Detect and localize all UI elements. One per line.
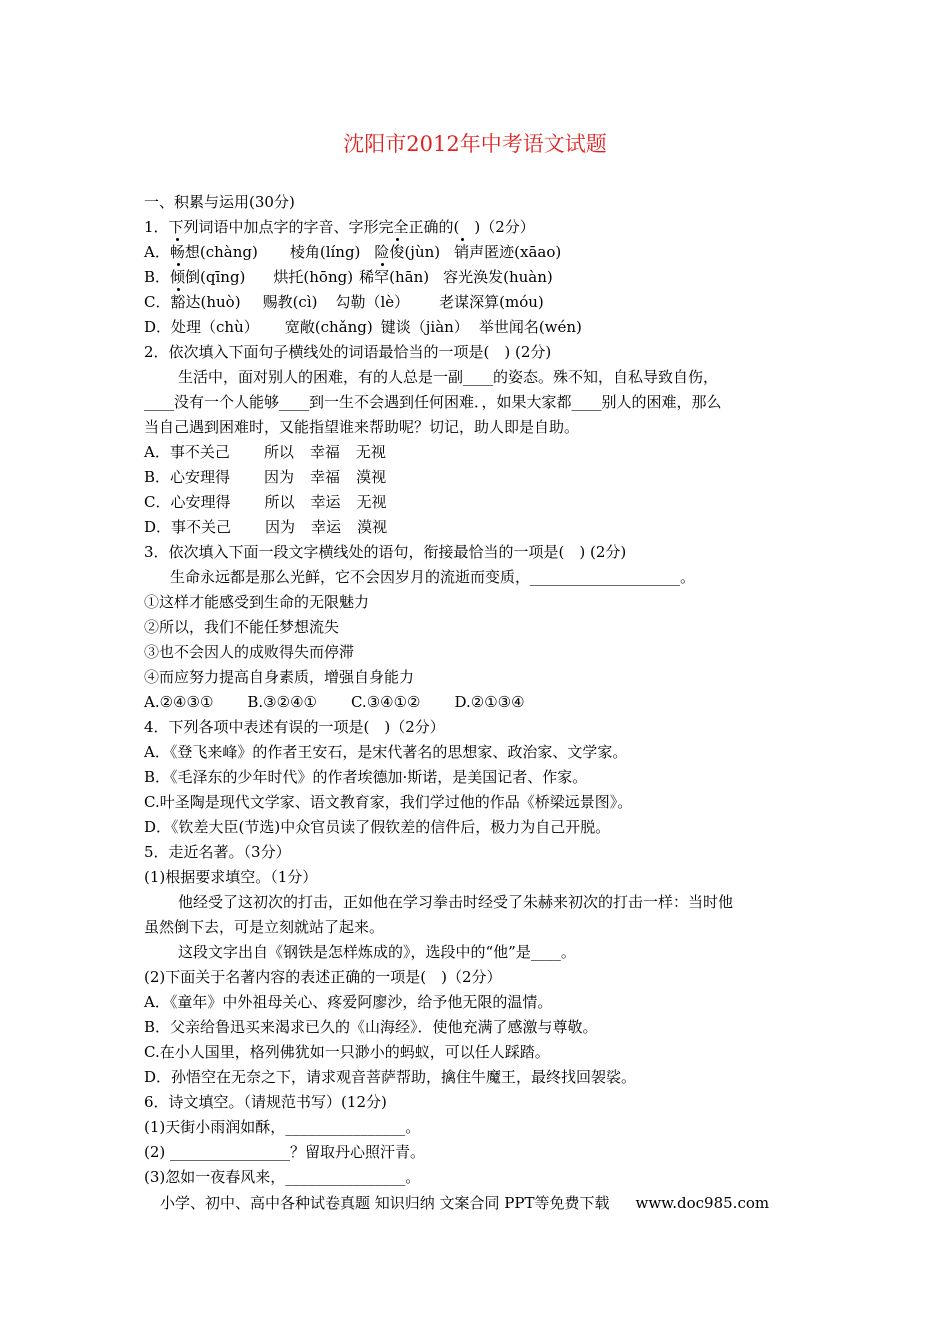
q6-line: (3)忽如一夜春风来，________________。 (144, 1168, 421, 1186)
q2-option-c (144, 492, 387, 512)
option-text: (hān) (389, 268, 430, 286)
option-text: 因为 (265, 518, 296, 536)
q1-option-a (144, 242, 561, 262)
dotted-char: 销 (454, 243, 470, 261)
option-text: D．事不关己 (144, 518, 232, 536)
option-text: 幸福 (309, 443, 340, 461)
option-text: 无视 (355, 443, 386, 461)
option-text: 所以 (263, 443, 294, 461)
option-text: B.③②④① (247, 693, 317, 711)
option-text: 因为 (264, 468, 295, 486)
q5-stem: 5．走近名著。（3分） (144, 843, 291, 861)
option-text: 险 (374, 243, 390, 261)
option-text: 幸福 (310, 468, 341, 486)
option-letter: D． (144, 318, 172, 336)
q3-paragraph: 生命永远都是那么光鲜，它不会因岁月的流逝而变质，____________________。 (170, 568, 696, 586)
q4-stem: 4．下列各项中表述有误的一项是( )（2分） (144, 718, 445, 736)
option-text: 处理（chù） (171, 318, 259, 336)
q2-option-a (144, 442, 386, 462)
dotted-char: 豁 (170, 293, 186, 311)
option-text: 举世闻名(wén) (478, 318, 582, 336)
q3-options (144, 692, 525, 712)
option-text: 棱角(líng) (289, 243, 361, 261)
option-text: 老谋深算(móu) (439, 293, 544, 311)
option-text: 想(chàng) (184, 243, 258, 261)
option-text: 所以 (264, 493, 295, 511)
q2-paragraph: 生活中，面对别人的困难，有的人总是一副____的姿态。殊不知，自私导致自伤， (178, 368, 719, 386)
q1-option-b (144, 267, 553, 287)
option-letter: B． (144, 268, 171, 286)
q5-option-b: B．父亲给鲁迅买来渴求已久的《山海经》．使他充满了感激与尊敬。 (144, 1018, 598, 1036)
option-text: 漠视 (356, 468, 387, 486)
q2-paragraph: ____没有一个人能够____到一生不会遇到任何困难．，如果大家都____别人的困难，那么 (144, 393, 722, 411)
q5-paragraph: 他经受了这初次的打击，正如他在学习拳击时经受了朱赫来初次的打击一样：当时他 (178, 893, 734, 911)
q5-option-d: D．孙悟空在无奈之下，请求观音菩萨帮助，擒住牛魔王，最终找回袈裟。 (144, 1068, 637, 1086)
q6-line: (2) ________________？留取丹心照汗青。 (144, 1143, 426, 1161)
option-text: B．心安理得 (144, 468, 231, 486)
option-text: A.②④③① (144, 693, 214, 711)
q3-stem: 3．依次填入下面一段文字横线处的语句，衔接最恰当的一项是( ) (2分) (144, 543, 627, 561)
dotted-char: 罕 (374, 268, 390, 286)
option-text: 倒(qīng) (185, 268, 246, 286)
q3-item: ②所以，我们不能任梦想流失 (144, 618, 340, 636)
option-text: 达(huò) (185, 293, 241, 311)
option-text: 勾勒（lè） (335, 293, 410, 311)
q1-option-c (144, 292, 544, 312)
footer-link[interactable]: www.doc985.com (635, 1194, 770, 1212)
q5-option-c: C.在小人国里，格列佛犹如一只渺小的蚂蚁，可以任人踩踏。 (144, 1043, 550, 1061)
q2-stem: 2．依次填入下面句子横线处的词语最恰当的一项是( ) (2分) (144, 343, 552, 361)
option-text: D.②①③④ (454, 693, 525, 711)
q3-item: ①这样才能感受到生命的无限魅力 (144, 593, 370, 611)
q5-sub1: (1)根据要求填空。（1分） (144, 868, 318, 886)
dotted-char: 畅 (169, 243, 185, 261)
page-title: 沈阳市2012年中考语文试题 (343, 132, 607, 156)
q1-stem: 1．下列词语中加点字的字音、字形完全正确的( )（2分） (144, 218, 535, 236)
q4-option-c: C.叶圣陶是现代文学家、语文教育家，我们学过他的作品《桥梁远景图》。 (144, 793, 633, 811)
q5-option-a: A．《童年》中外祖母关心、疼爱阿廖沙，给予他无限的温情。 (144, 993, 553, 1011)
q2-option-b (144, 467, 386, 487)
option-text: 稀 (359, 268, 375, 286)
dotted-char: 倾 (170, 268, 186, 286)
option-text: 无视 (356, 493, 387, 511)
section-heading: 一、积累与运用(30分) (144, 193, 295, 211)
q3-item: ③也不会因人的成败得失而停滞 (144, 643, 355, 661)
option-text: 容光涣发(huàn) (443, 268, 553, 286)
option-text: 幸运 (310, 493, 341, 511)
q5-paragraph: 虽然倒下去，可是立刻就站了起来。 (144, 918, 385, 936)
q5-sub2: (2)下面关于名著内容的表述正确的一项是( )（2分） (144, 968, 502, 986)
option-text: A．事不关己 (144, 443, 230, 461)
q4-option-a: A．《登飞来峰》的作者王安石，是宋代著名的思想家、政治家、文学家。 (144, 743, 628, 761)
option-text: 宽敞(chǎng) (284, 318, 373, 336)
option-text: 键谈（jiàn） (380, 318, 469, 336)
dotted-char: 俊 (389, 243, 405, 261)
q4-option-d: D．《钦差大臣(节选)中众官员读了假钦差的信件后，极力为自己开脱。 (144, 818, 611, 836)
option-text: 幸运 (311, 518, 342, 536)
option-text: C．心安理得 (144, 493, 231, 511)
option-text: C.③④①② (350, 693, 421, 711)
q4-option-b: B．《毛泽东的少年时代》的作者埃德加·斯诺，是美国记者、作家。 (144, 768, 588, 786)
option-text: 声匿迹(xāao) (469, 243, 562, 261)
option-text: 赐教(cì) (262, 293, 318, 311)
q6-line: (1)天街小雨润如酥，________________。 (144, 1118, 421, 1136)
option-text: 漠视 (357, 518, 388, 536)
page-footer (160, 1192, 769, 1213)
q1-option-d (144, 317, 582, 337)
option-text: 烘托(hōng) (273, 268, 354, 286)
option-text: (jùn) (404, 243, 441, 261)
q3-item: ④而应努力提高自身素质，增强自身能力 (144, 668, 415, 686)
option-letter: A． (144, 243, 170, 261)
q5-paragraph: 这段文字出自《钢铁是怎样炼成的》，选段中的“他”是____。 (178, 943, 576, 961)
q6-stem: 6．诗文填空。（请规范书写）(12分) (144, 1093, 387, 1111)
footer-text: 小学、初中、高中各种试卷真题 知识归纳 文案合同 PPT等免费下载 (160, 1194, 610, 1212)
q2-option-d (144, 517, 387, 537)
option-letter: C． (144, 293, 171, 311)
q2-paragraph: 当自己遇到困难时，又能指望谁来帮助呢？切记，助人即是自助。 (144, 418, 580, 436)
